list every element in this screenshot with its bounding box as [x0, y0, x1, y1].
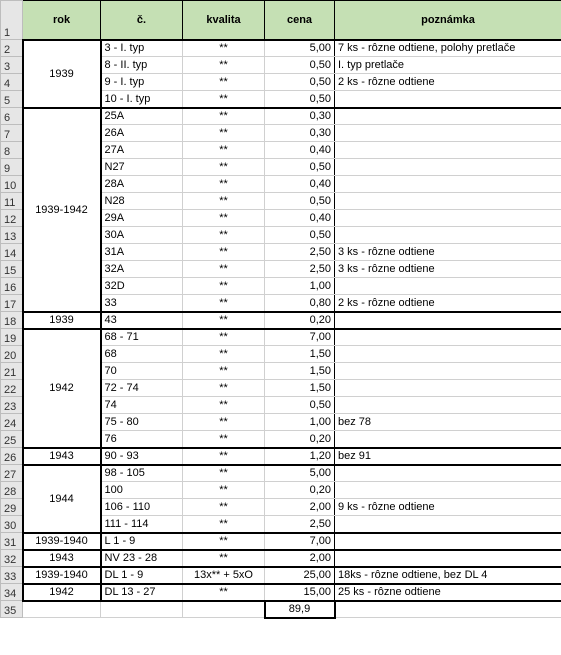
cell-kvalita[interactable]: **: [183, 465, 265, 482]
cell-cislo[interactable]: 90 - 93: [101, 448, 183, 465]
table-row: [1, 533, 561, 550]
cell-poznamka[interactable]: [335, 159, 561, 176]
table-row: [1, 40, 561, 57]
cell-cena[interactable]: 5,00: [265, 40, 335, 57]
cell-kvalita[interactable]: **: [183, 176, 265, 193]
cell-poznamka[interactable]: [335, 550, 561, 567]
cell-cena[interactable]: 2,00: [265, 499, 335, 516]
cell-kvalita[interactable]: **: [183, 193, 265, 210]
cell-cislo[interactable]: 68 - 71: [101, 329, 183, 346]
cell-poznamka[interactable]: [335, 210, 561, 227]
cell-cislo[interactable]: 72 - 74: [101, 380, 183, 397]
column-header-cena[interactable]: cena: [265, 1, 335, 40]
cell-cislo[interactable]: N28: [101, 193, 183, 210]
row-number[interactable]: 9: [1, 159, 23, 176]
row-number[interactable]: 17: [1, 295, 23, 312]
cell-cena[interactable]: 0,50: [265, 397, 335, 414]
cell-kvalita[interactable]: **: [183, 142, 265, 159]
row-number[interactable]: 29: [1, 499, 23, 516]
cell-cislo[interactable]: 43: [101, 312, 183, 329]
cell-blank[interactable]: [23, 601, 101, 618]
row-number[interactable]: 6: [1, 108, 23, 125]
cell-kvalita[interactable]: **: [183, 414, 265, 431]
table-row: [1, 567, 561, 584]
column-header-poznamka[interactable]: poznámka: [335, 1, 561, 40]
cell-cislo[interactable]: 76: [101, 431, 183, 448]
cell-cena[interactable]: 2,50: [265, 516, 335, 533]
cell-kvalita[interactable]: **: [183, 448, 265, 465]
cell-poznamka[interactable]: [335, 176, 561, 193]
cell-poznamka[interactable]: 2 ks - rôzne odtiene: [335, 74, 561, 91]
cell-kvalita[interactable]: **: [183, 108, 265, 125]
cell-cislo[interactable]: 31A: [101, 244, 183, 261]
cell-cena[interactable]: 0,50: [265, 227, 335, 244]
table-row: [1, 465, 561, 482]
total-row: [1, 601, 561, 618]
column-header-rok[interactable]: rok: [23, 1, 101, 40]
row-number[interactable]: 27: [1, 465, 23, 482]
cell-cislo[interactable]: NV 23 - 28: [101, 550, 183, 567]
cell-cena[interactable]: 2,50: [265, 261, 335, 278]
cell-cena[interactable]: 15,00: [265, 584, 335, 601]
cell-kvalita[interactable]: **: [183, 516, 265, 533]
cell-poznamka[interactable]: [335, 482, 561, 499]
cell-rok[interactable]: 1944: [23, 465, 101, 533]
cell-poznamka[interactable]: [335, 465, 561, 482]
cell-cena[interactable]: 0,50: [265, 57, 335, 74]
cell-cislo[interactable]: 8 - II. typ: [101, 57, 183, 74]
cell-cislo[interactable]: N27: [101, 159, 183, 176]
table-row: [1, 312, 561, 329]
cell-cislo[interactable]: 98 - 105: [101, 465, 183, 482]
cell-kvalita[interactable]: **: [183, 533, 265, 550]
cell-kvalita[interactable]: 13x** + 5xO: [183, 567, 265, 584]
cell-blank[interactable]: [183, 601, 265, 618]
table-row: [1, 108, 561, 125]
cell-poznamka[interactable]: [335, 363, 561, 380]
cell-kvalita[interactable]: **: [183, 397, 265, 414]
row-number[interactable]: 4: [1, 74, 23, 91]
row-number[interactable]: 25: [1, 431, 23, 448]
cell-cena[interactable]: 1,20: [265, 448, 335, 465]
cell-poznamka[interactable]: 3 ks - rôzne odtiene: [335, 244, 561, 261]
cell-kvalita[interactable]: **: [183, 312, 265, 329]
row-number[interactable]: 2: [1, 40, 23, 57]
cell-poznamka[interactable]: [335, 108, 561, 125]
row-number[interactable]: 3: [1, 57, 23, 74]
cell-cena[interactable]: 5,00: [265, 465, 335, 482]
cell-poznamka[interactable]: 9 ks - rôzne odtiene: [335, 499, 561, 516]
cell-cena[interactable]: 0,40: [265, 142, 335, 159]
cell-cena[interactable]: 1,50: [265, 346, 335, 363]
cell-cislo[interactable]: 106 - 110: [101, 499, 183, 516]
cell-rok[interactable]: 1942: [23, 584, 101, 601]
cell-cislo[interactable]: DL 13 - 27: [101, 584, 183, 601]
row-number[interactable]: 23: [1, 397, 23, 414]
cell-cislo[interactable]: 68: [101, 346, 183, 363]
cell-cena[interactable]: 0,40: [265, 176, 335, 193]
cell-rok[interactable]: 1939-1940: [23, 567, 101, 584]
row-number[interactable]: 1: [1, 1, 23, 40]
cell-kvalita[interactable]: **: [183, 431, 265, 448]
cell-cislo[interactable]: 26A: [101, 125, 183, 142]
cell-cena[interactable]: 0,20: [265, 482, 335, 499]
cell-blank[interactable]: [101, 601, 183, 618]
row-number[interactable]: 20: [1, 346, 23, 363]
cell-poznamka[interactable]: 2 ks - rôzne odtiene: [335, 295, 561, 312]
cell-cena[interactable]: 25,00: [265, 567, 335, 584]
cell-kvalita[interactable]: **: [183, 40, 265, 57]
cell-kvalita[interactable]: **: [183, 227, 265, 244]
row-number[interactable]: 11: [1, 193, 23, 210]
row-number[interactable]: 31: [1, 533, 23, 550]
cell-kvalita[interactable]: **: [183, 550, 265, 567]
row-number[interactable]: 15: [1, 261, 23, 278]
cell-kvalita[interactable]: **: [183, 57, 265, 74]
cell-rok[interactable]: 1939-1942: [23, 108, 101, 312]
row-number[interactable]: 34: [1, 584, 23, 601]
table-body: [1, 40, 561, 618]
row-number[interactable]: 10: [1, 176, 23, 193]
cell-poznamka[interactable]: [335, 278, 561, 295]
cell-cislo[interactable]: 30A: [101, 227, 183, 244]
cell-cislo[interactable]: 100: [101, 482, 183, 499]
cell-cislo[interactable]: 32D: [101, 278, 183, 295]
row-number[interactable]: 13: [1, 227, 23, 244]
cell-cena[interactable]: 0,20: [265, 312, 335, 329]
cell-cena[interactable]: 0,50: [265, 193, 335, 210]
row-number[interactable]: 28: [1, 482, 23, 499]
cell-kvalita[interactable]: **: [183, 346, 265, 363]
cell-cena[interactable]: 2,00: [265, 550, 335, 567]
cell-kvalita[interactable]: **: [183, 295, 265, 312]
cell-cena[interactable]: 0,20: [265, 431, 335, 448]
row-number[interactable]: 30: [1, 516, 23, 533]
cell-poznamka[interactable]: [335, 431, 561, 448]
cell-kvalita[interactable]: **: [183, 261, 265, 278]
cell-cena[interactable]: 0,50: [265, 159, 335, 176]
row-number[interactable]: 7: [1, 125, 23, 142]
cell-kvalita[interactable]: **: [183, 125, 265, 142]
cell-cena[interactable]: 0,50: [265, 74, 335, 91]
cell-rok[interactable]: 1943: [23, 448, 101, 465]
row-number[interactable]: 19: [1, 329, 23, 346]
cell-cena[interactable]: 1,50: [265, 363, 335, 380]
cell-kvalita[interactable]: **: [183, 91, 265, 108]
cell-cislo[interactable]: 111 - 114: [101, 516, 183, 533]
row-number[interactable]: 26: [1, 448, 23, 465]
cell-cena[interactable]: 7,00: [265, 329, 335, 346]
cell-kvalita[interactable]: **: [183, 329, 265, 346]
cell-cislo[interactable]: 32A: [101, 261, 183, 278]
cell-cislo[interactable]: 74: [101, 397, 183, 414]
row-number[interactable]: 32: [1, 550, 23, 567]
cell-total-cena[interactable]: 89,9: [265, 601, 335, 618]
row-number[interactable]: 12: [1, 210, 23, 227]
cell-poznamka[interactable]: [335, 346, 561, 363]
cell-cislo[interactable]: 28A: [101, 176, 183, 193]
row-number[interactable]: 21: [1, 363, 23, 380]
cell-cislo[interactable]: 29A: [101, 210, 183, 227]
column-header-cislo[interactable]: č.: [101, 1, 183, 40]
cell-cislo[interactable]: 33: [101, 295, 183, 312]
cell-cena[interactable]: 0,40: [265, 210, 335, 227]
table-row: [1, 584, 561, 601]
row-number[interactable]: 8: [1, 142, 23, 159]
cell-poznamka[interactable]: [335, 193, 561, 210]
cell-cislo[interactable]: 75 - 80: [101, 414, 183, 431]
cell-cislo[interactable]: 70: [101, 363, 183, 380]
row-number[interactable]: 18: [1, 312, 23, 329]
cell-rok[interactable]: 1943: [23, 550, 101, 567]
cell-poznamka[interactable]: [335, 227, 561, 244]
cell-poznamka[interactable]: [335, 380, 561, 397]
cell-poznamka[interactable]: 3 ks - rôzne odtiene: [335, 261, 561, 278]
cell-poznamka[interactable]: [335, 533, 561, 550]
cell-kvalita[interactable]: **: [183, 210, 265, 227]
cell-poznamka[interactable]: [335, 91, 561, 108]
cell-poznamka[interactable]: [335, 312, 561, 329]
cell-kvalita[interactable]: **: [183, 499, 265, 516]
column-header-kvalita[interactable]: kvalita: [183, 1, 265, 40]
cell-blank[interactable]: [335, 601, 561, 618]
cell-cislo[interactable]: 25A: [101, 108, 183, 125]
cell-poznamka[interactable]: 18ks - rôzne odtiene, bez DL 4: [335, 567, 561, 584]
row-number[interactable]: 35: [1, 601, 23, 618]
table-row: [1, 448, 561, 465]
cell-kvalita[interactable]: **: [183, 584, 265, 601]
cell-poznamka[interactable]: [335, 125, 561, 142]
cell-cena[interactable]: 7,00: [265, 533, 335, 550]
cell-kvalita[interactable]: **: [183, 482, 265, 499]
cell-kvalita[interactable]: **: [183, 159, 265, 176]
cell-poznamka[interactable]: [335, 142, 561, 159]
cell-poznamka[interactable]: 25 ks - rôzne odtiene: [335, 584, 561, 601]
cell-cena[interactable]: 1,00: [265, 414, 335, 431]
row-number[interactable]: 14: [1, 244, 23, 261]
cell-cislo[interactable]: DL 1 - 9: [101, 567, 183, 584]
table-row: [1, 329, 561, 346]
cell-poznamka[interactable]: [335, 329, 561, 346]
cell-poznamka[interactable]: bez 91: [335, 448, 561, 465]
cell-cena[interactable]: 1,00: [265, 278, 335, 295]
cell-kvalita[interactable]: **: [183, 380, 265, 397]
cell-cena[interactable]: 0,50: [265, 91, 335, 108]
cell-cena[interactable]: 0,80: [265, 295, 335, 312]
cell-cislo[interactable]: 27A: [101, 142, 183, 159]
cell-kvalita[interactable]: **: [183, 363, 265, 380]
cell-poznamka[interactable]: 7 ks - rôzne odtiene, polohy pretlače: [335, 40, 561, 57]
row-number[interactable]: 5: [1, 91, 23, 108]
cell-cena[interactable]: 2,50: [265, 244, 335, 261]
cell-kvalita[interactable]: **: [183, 74, 265, 91]
cell-cislo[interactable]: 10 - I. typ: [101, 91, 183, 108]
cell-poznamka[interactable]: [335, 516, 561, 533]
cell-poznamka[interactable]: bez 78: [335, 414, 561, 431]
row-number[interactable]: 33: [1, 567, 23, 584]
cell-kvalita[interactable]: **: [183, 278, 265, 295]
cell-cislo[interactable]: 9 - I. typ: [101, 74, 183, 91]
cell-rok[interactable]: 1939: [23, 40, 101, 108]
row-number[interactable]: 16: [1, 278, 23, 295]
cell-kvalita[interactable]: **: [183, 244, 265, 261]
row-number[interactable]: 22: [1, 380, 23, 397]
cell-cena[interactable]: 0,30: [265, 108, 335, 125]
cell-rok[interactable]: 1939: [23, 312, 101, 329]
cell-rok[interactable]: 1939-1940: [23, 533, 101, 550]
row-number[interactable]: 24: [1, 414, 23, 431]
table-row: [1, 550, 561, 567]
cell-poznamka[interactable]: I. typ pretlače: [335, 57, 561, 74]
cell-rok[interactable]: 1942: [23, 329, 101, 448]
cell-cena[interactable]: 0,30: [265, 125, 335, 142]
cell-cena[interactable]: 1,50: [265, 380, 335, 397]
cell-cislo[interactable]: L 1 - 9: [101, 533, 183, 550]
cell-poznamka[interactable]: [335, 397, 561, 414]
header-row: [1, 1, 561, 40]
cell-cislo[interactable]: 3 - I. typ: [101, 40, 183, 57]
